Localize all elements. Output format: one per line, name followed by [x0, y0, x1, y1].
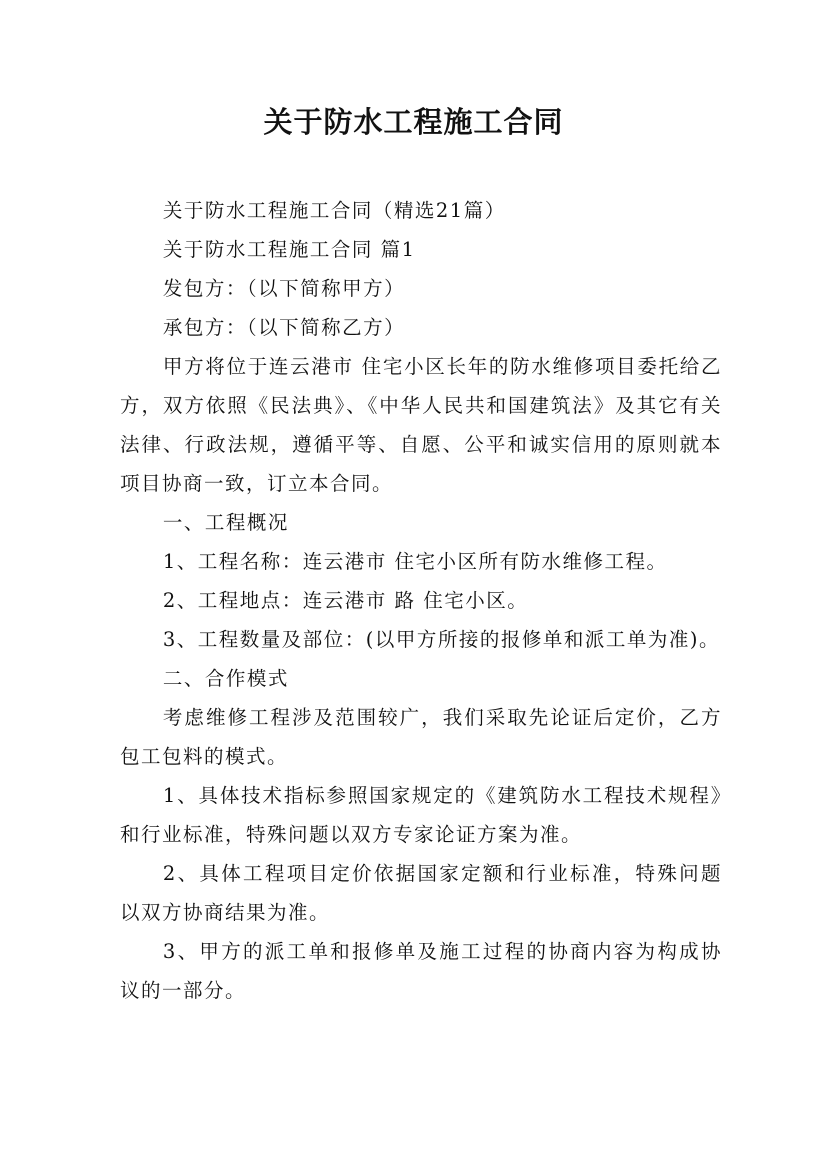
paragraph-cooperation-intro: 考虑维修工程涉及范围较广，我们采取先论证后定价，乙方包工包料的模式。 [120, 706, 722, 768]
paragraph-section-heading: 关于防水工程施工合同 篇1 [162, 238, 416, 261]
paragraph-preamble: 甲方将位于连云港市 住宅小区长年的防水维修项目委托给乙方，双方依照《民法典》、《中华人民共和国建筑法》及其它有关法律、行政法规，遵循平等、自愿、公平和诚实信用的原则就本项目协商一致，订立本合同。 [120, 355, 722, 495]
paragraph-tech-standards: 1、具体技术指标参照国家规定的《建筑防水工程技术规程》和行业标准，特殊问题以双方专家论证方案为准。 [120, 784, 722, 846]
document-body [120, 191, 722, 1010]
paragraph-pricing: 2、具体工程项目定价依据国家定额和行业标准，特殊问题以双方协商结果为准。 [120, 862, 722, 924]
paragraph-heading-overview: 一、工程概况 [162, 511, 289, 534]
paragraph-project-quantity: 3、工程数量及部位：(以甲方所接的报修单和派工单为准)。 [162, 628, 721, 651]
document-title: 关于防水工程施工合同 [263, 105, 564, 139]
paragraph-project-name: 1、工程名称：连云港市 住宅小区所有防水维修工程。 [162, 550, 668, 573]
paragraph-agreement-parts: 3、甲方的派工单和报修单及施工过程的协商内容为构成协议的一部分。 [120, 940, 722, 1002]
paragraph-heading-cooperation: 二、合作模式 [162, 667, 289, 690]
paragraph-subtitle: 关于防水工程施工合同（精选21篇） [162, 199, 506, 222]
paragraph-project-location: 2、工程地点：连云港市 路 住宅小区。 [162, 589, 529, 612]
paragraph-party-b: 承包方：（以下简称乙方） [162, 316, 406, 339]
paragraph-party-a: 发包方：（以下简称甲方） [162, 277, 406, 300]
